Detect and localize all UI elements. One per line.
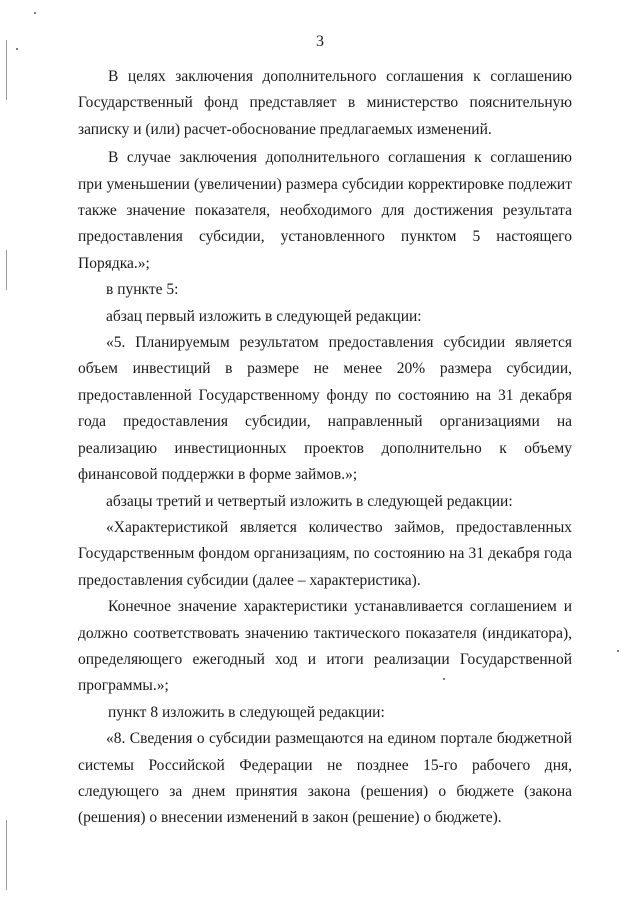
paragraph: В целях заключения дополнительного соглашения к соглашению Государственный фонд представляет в министерство пояснительную записку и (или) расчет-обоснование предлагаемых изменений. <box>78 68 572 138</box>
paragraph: абзацы третий и четвертый изложить в следующей редакции: <box>106 492 513 510</box>
paragraph: пункт 8 изложить в следующей редакции: <box>108 703 385 721</box>
paragraph: абзац первый изложить в следующей редакции: <box>106 307 422 325</box>
scan-edge-line <box>6 250 7 290</box>
paragraph: «8. Сведения о субсидии размещаются на едином портале бюджетной системы Российской Федерации не позднее 15-го рабочего дня, следующего за днем принятия закона (решения) о бюджете (закона (решения) о внесении изменений в закон (решение) о бюджете). <box>78 730 572 827</box>
document-body <box>78 64 572 832</box>
paragraph: «Характеристикой является количество займов, предоставленных Государственным фондом организациям, по состоянию на 31 декабря года предоставления субсидии (далее – характеристика). <box>78 518 572 589</box>
paragraph: Конечное значение характеристики устанавливается соглашением и должно соответствовать значению тактического показателя (индикатора), определяющего ежегодный ход и итоги реализации Государственной программы.»; <box>78 598 572 695</box>
paragraph: «5. Планируемым результатом предоставления субсидии является объем инвестиций в размере не менее 20% размера субсидии, предоставленной Государственному фонду по состоянию на 31 декабря года предоставления субсидии, направленный организациями на реализацию инвестиционных проектов дополнительно к объему финансовой поддержки в форме займов.»; <box>78 334 572 484</box>
scan-speck <box>34 12 36 14</box>
scan-speck <box>617 650 619 652</box>
paragraph: в пункте 5: <box>106 281 179 299</box>
page-number: 3 <box>316 33 324 50</box>
paragraph: В случае заключения дополнительного соглашения к соглашению при уменьшении (увеличении) размера субсидии корректировке подлежит также значение показателя, необходимого для достижения результата предоставления субсидии, установленного пунктом 5 настоящего Порядка.»; <box>78 149 572 272</box>
scan-edge-line <box>6 820 7 890</box>
